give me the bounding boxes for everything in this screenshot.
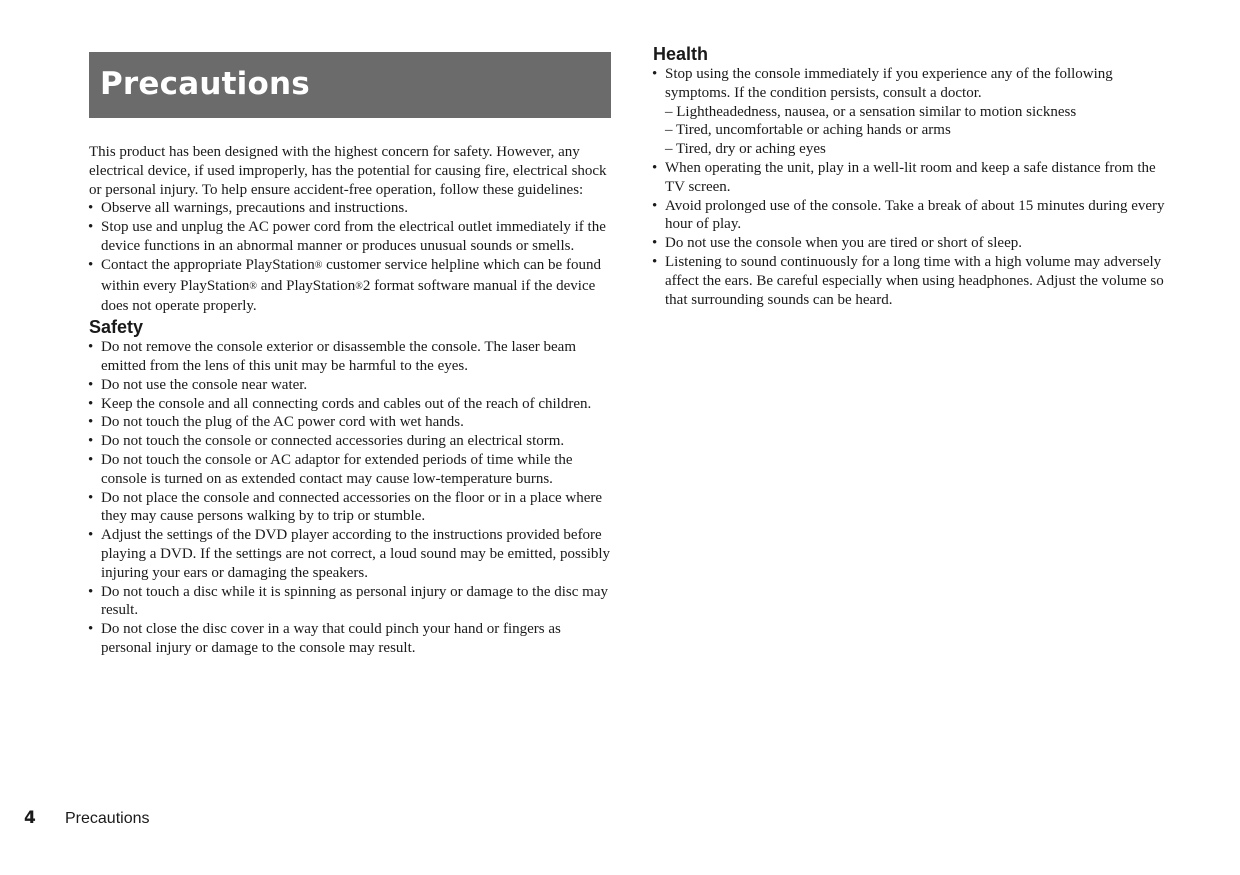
list-item: • Do not touch the plug of the AC power cord with wet hands. — [89, 413, 613, 432]
safety-heading: Safety — [89, 317, 144, 338]
list-item: • Stop use and unplug the AC power cord from the electrical outlet immediately if the device functions in an abnormal manner or produces unusual sounds or smells. — [89, 218, 613, 256]
list-item: • Do not touch the console or AC adaptor for extended periods of time while the console is turned on as extended contact may cause low-temperature burns. — [89, 451, 613, 489]
page-number: 4 — [24, 808, 36, 828]
symptom-item: – Lightheadedness, nausea, or a sensation similar to motion sickness — [665, 103, 1077, 120]
list-item: • Do not use the console when you are tired or short of sleep. — [653, 234, 1178, 253]
list-item-contact: • Contact the appropriate PlayStation® customer service helpline which can be found within every PlayStation® and PlayStation®2 format software manual if the device does not operate properly. — [89, 256, 613, 316]
registered-mark: ® — [314, 259, 323, 271]
page-title: Precautions — [100, 66, 310, 102]
list-item: • Keep the console and all connecting cords and cables out of the reach of children. — [89, 395, 613, 414]
list-item: • Do not place the console and connected accessories on the floor or in a place where they may cause persons walking by to trip or stumble. — [89, 489, 613, 527]
intro-list — [89, 199, 613, 316]
intro-paragraph: This product has been designed with the highest concern for safety. However, any electrical device, if used improperly, has the potential for causing fire, electrical shock or personal injury. To help ensure accident-free operation, follow these guidelines: — [89, 144, 607, 198]
registered-mark: ® — [249, 280, 257, 292]
right-column — [653, 43, 1178, 309]
list-item: • Do not use the console near water. — [89, 376, 613, 395]
list-item: • Do not touch the console or connected accessories during an electrical storm. — [89, 432, 613, 451]
symptom-item: – Tired, dry or aching eyes — [665, 141, 826, 158]
list-item: • Avoid prolonged use of the console. Take a break of about 15 minutes during every hour of play. — [653, 197, 1178, 235]
registered-mark: ® — [355, 280, 363, 292]
intro-section — [89, 143, 613, 316]
page-footer — [24, 808, 150, 828]
footer-section-label: Precautions — [65, 810, 150, 827]
list-item: • Observe all warnings, precautions and instructions. — [89, 199, 613, 218]
health-heading: Health — [653, 44, 709, 64]
list-item — [653, 65, 1178, 159]
symptom-intro: Stop using the console immediately if you experience any of the following symptoms. If the condition persists, consult a doctor. — [665, 66, 1113, 101]
list-item: • Adjust the settings of the DVD player according to the instructions provided before playing a DVD. If the settings are not correct, a loud sound may be emitted, possibly injuring your ears or damaging the speakers. — [89, 526, 613, 582]
list-item: • Listening to sound continuously for a long time with a high volume may adversely affect the ears. Be careful especially when using headphones. Adjust the volume so that surrounding sounds can be heard. — [653, 253, 1178, 309]
list-item: • Do not touch a disc while it is spinning as personal injury or damage to the disc may result. — [89, 583, 613, 621]
left-column — [89, 52, 613, 658]
health-list — [653, 65, 1178, 309]
list-item: • Do not close the disc cover in a way that could pinch your hand or fingers as personal injury or damage to the console may result. — [89, 620, 613, 658]
symptom-item: – Tired, uncomfortable or aching hands or arms — [665, 122, 951, 139]
list-item: • Do not remove the console exterior or disassemble the console. The laser beam emitted from the lens of this unit may be harmful to the eyes. — [89, 338, 613, 376]
title-banner — [89, 52, 611, 118]
list-item: • When operating the unit, play in a well-lit room and keep a safe distance from the TV screen. — [653, 159, 1178, 197]
safety-list — [89, 338, 613, 658]
